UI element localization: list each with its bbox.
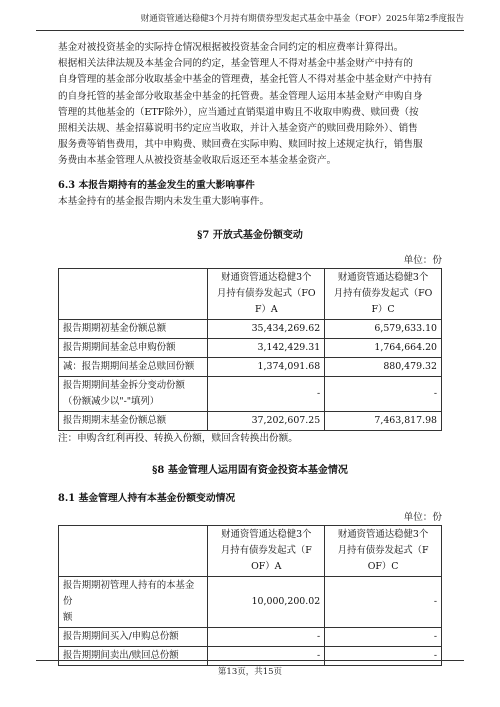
intro-line: 管理的其他基金的（ETF除外），应当通过直销渠道申购且不收取申购费、赎回费（按	[58, 106, 419, 118]
row-label: 报告期期间买入/申购总份额	[59, 627, 208, 646]
value-class-c: 880,479.32	[325, 357, 442, 376]
table-row	[59, 411, 442, 430]
value-class-c: 1,764,664.20	[325, 338, 442, 357]
value-class-a: -	[208, 376, 325, 411]
value-class-c: -	[325, 627, 442, 646]
page-content	[58, 40, 442, 666]
value-class-c: -	[325, 376, 442, 411]
table-row	[59, 376, 442, 411]
value-class-c: -	[325, 646, 442, 665]
share-change-table	[58, 268, 442, 431]
section-7-unit: 单位：份	[403, 254, 442, 266]
header-class-a: 财通资管通达稳健3个 月持有债券发起式（F OF）A	[208, 525, 325, 576]
value-class-a: 10,000,200.02	[208, 576, 325, 627]
value-class-c: 6,579,633.10	[325, 319, 442, 338]
row-label: 报告期期间基金总申购份额	[59, 338, 208, 357]
row-label: 减：报告期期间基金总赎回份额	[59, 357, 208, 376]
value-class-c: 7,463,817.98	[325, 411, 442, 430]
page-footer	[36, 660, 464, 677]
manager-holding-table	[58, 525, 442, 666]
section-7-title: §7 开放式基金份额变动	[197, 229, 303, 241]
table-header-row	[59, 525, 442, 576]
value-class-a: 3,142,429.31	[208, 338, 325, 357]
section-6-3-heading: 6.3 本报告期持有的基金发生的重大影响事件	[58, 179, 255, 191]
value-class-a: 35,434,269.62	[208, 319, 325, 338]
section-8-title: §8 基金管理人运用固有资金投资本基金情况	[152, 464, 348, 476]
row-label: 报告期期间卖出/赎回总份额	[59, 646, 208, 665]
intro-paragraph	[58, 40, 442, 170]
table-row	[59, 627, 442, 646]
value-class-a: -	[208, 646, 325, 665]
value-class-a: 1,374,091.68	[208, 357, 325, 376]
page-number: 第13页，共15页	[217, 667, 283, 677]
value-class-a: -	[208, 627, 325, 646]
row-label: 报告期期初管理人持有的本基金份 额	[59, 576, 208, 627]
value-class-c: -	[325, 576, 442, 627]
table-row	[59, 357, 442, 376]
header-blank-cell	[59, 268, 208, 319]
table-note: 注：申购含红利再投、转换入份额，赎回含转换出份额。	[58, 432, 298, 444]
section-6-3-text: 本基金持有的基金报告期内未发生重大影响事件。	[58, 195, 270, 207]
header-class-a: 财通资管通达稳健3个 月持有债券发起式（FO F）A	[208, 268, 325, 319]
intro-line: 照相关法规、基金招募说明书约定应当收取，并计入基金资产的赎回费用除外）、销售	[58, 123, 418, 135]
report-title: 财通资管通达稳健3个月持有期债券型发起式基金中基金（FOF）2025年第2季度报告	[140, 14, 464, 24]
section-8-unit: 单位：份	[403, 511, 442, 523]
intro-line: 根据相关法律法规及本基金合同的约定，基金管理人不得对基金中基金财产中持有的	[58, 58, 413, 70]
header-class-c: 财通资管通达稳健3个 月持有债券发起式（FO F）C	[325, 268, 442, 319]
table-row	[59, 576, 442, 627]
intro-line: 服务费等销售费用，其中申购费、赎回费在实际申购、赎回时按上述规定执行，销售服	[58, 139, 423, 151]
intro-line: 的自身托管的基金部分收取基金中基金的托管费。基金管理人运用本基金财产申购自身	[58, 90, 423, 102]
row-label: 报告期期初基金份额总额	[59, 319, 208, 338]
header-blank-cell	[59, 525, 208, 576]
intro-line: 自身管理的基金部分收取基金中基金的管理费，基金托管人不得对基金中基金财产中持有	[58, 74, 433, 86]
table-row	[59, 319, 442, 338]
page-header	[36, 8, 464, 31]
intro-line: 基金对被投资基金的实际持仓情况根据被投资基金合同约定的相应费率计算得出。	[58, 42, 404, 53]
section-8-1-heading: 8.1 基金管理人持有本基金份额变动情况	[58, 492, 236, 504]
table-row	[59, 338, 442, 357]
intro-line: 务费由本基金管理人从被投资基金收取后返还至本基金基金资产。	[58, 155, 337, 167]
value-class-a: 37,202,607.25	[208, 411, 325, 430]
table-header-row	[59, 268, 442, 319]
row-label: 报告期期间基金拆分变动份额 （份额减少以"-"填列）	[59, 376, 208, 411]
row-label: 报告期期末基金份额总额	[59, 411, 208, 430]
header-class-c: 财通资管通达稳健3个 月持有债券发起式（F OF）C	[325, 525, 442, 576]
